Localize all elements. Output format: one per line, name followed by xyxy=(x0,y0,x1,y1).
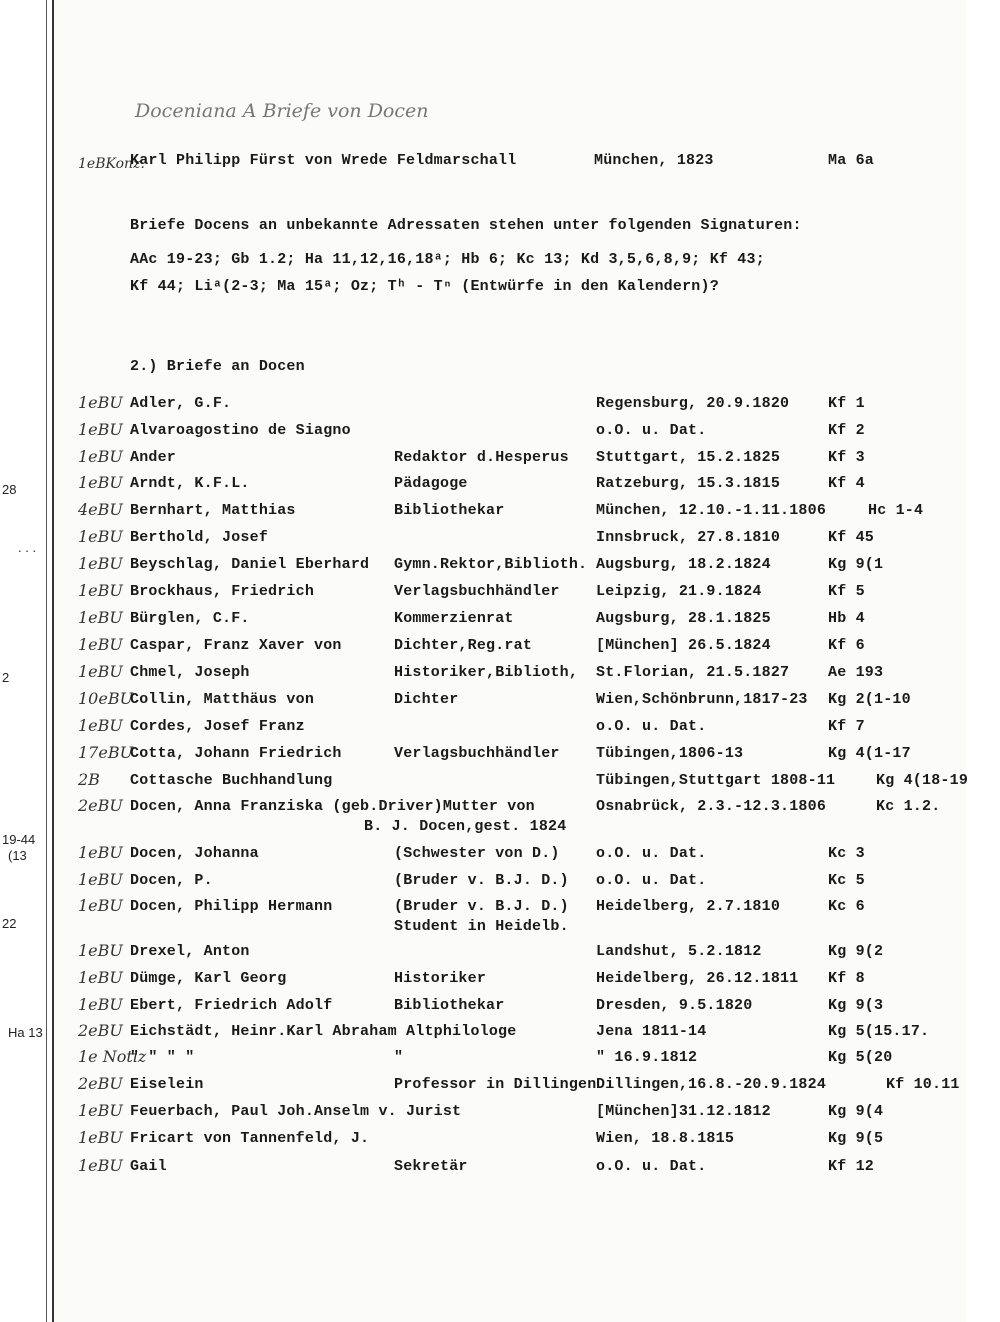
entry-mark: 1eBKonz. xyxy=(78,156,145,172)
entry-name: Eichstädt, Heinr.Karl Abraham Altphilologe xyxy=(130,1023,517,1040)
entry-mark: 1eBU xyxy=(78,1128,123,1147)
entry-signature: Kg 2(1-10 xyxy=(828,691,911,708)
entry-row xyxy=(0,898,1000,938)
entry-place: Dresden, 9.5.1820 xyxy=(596,997,753,1014)
entry-mark: 1eBU xyxy=(78,608,123,627)
entry-name: Gail xyxy=(130,1158,167,1175)
entry-mark: 1e Notiz xyxy=(78,1047,147,1066)
entry-name: Chmel, Joseph xyxy=(130,664,250,681)
entry-signature: Hb 4 xyxy=(828,610,865,627)
entry-name: Ander xyxy=(130,449,177,466)
entry-role: Historiker,Biblioth, xyxy=(394,664,579,681)
entry-signature: Kc 3 xyxy=(828,845,865,862)
margin-note: 22 xyxy=(2,916,17,931)
entry-role: Historiker xyxy=(394,970,487,987)
entry-mark: 10eBU xyxy=(78,689,134,708)
entry-name: Docen, Philipp Hermann xyxy=(130,898,333,915)
entry-role: Bibliothekar xyxy=(394,502,505,519)
top-entry-signature: Ma 6a xyxy=(828,152,875,169)
entry-name: Arndt, K.F.L. xyxy=(130,475,250,492)
entry-place: München, 12.10.-1.11.1806 xyxy=(596,502,827,519)
entry-place: o.O. u. Dat. xyxy=(596,845,707,862)
margin-note: (13 xyxy=(8,848,27,863)
entry-role: (Schwester von D.) xyxy=(394,845,560,862)
entry-place: Landshut, 5.2.1812 xyxy=(596,943,762,960)
entry-place: Leipzig, 21.9.1824 xyxy=(596,583,762,600)
signature-line-2: Kf 44; Liᵃ(2-3; Ma 15ᵃ; Oz; Tʰ - Tⁿ (Entwürfe in den Kalendern)? xyxy=(130,278,719,295)
entry-signature: Kf 5 xyxy=(828,583,865,600)
entry-place: Augsburg, 28.1.1825 xyxy=(596,610,771,627)
entry-signature: Kf 7 xyxy=(828,718,865,735)
entry-name: Berthold, Josef xyxy=(130,529,269,546)
entry-place: Tübingen,1806-13 xyxy=(596,745,744,762)
entry-place: o.O. u. Dat. xyxy=(596,718,707,735)
entry-signature: Kf 3 xyxy=(828,449,865,466)
top-entry-place: München, 1823 xyxy=(594,152,714,169)
entry-signature: Kg 9(1 xyxy=(828,556,884,573)
entry-mark: 2B xyxy=(78,770,100,789)
entry-mark: 1eBU xyxy=(78,635,123,654)
entry-name: Fricart von Tannenfeld, J. xyxy=(130,1130,370,1147)
entry-signature: Ae 193 xyxy=(828,664,884,681)
margin-note: 2 xyxy=(2,670,10,685)
entry-signature: Kf 45 xyxy=(828,529,875,546)
entry-signature: Kc 1.2. xyxy=(876,798,941,815)
intro-line: Briefe Docens an unbekannte Adressaten stehen unter folgenden Signaturen: xyxy=(130,217,802,234)
entry-role: Dichter xyxy=(394,691,459,708)
entry-mark: 1eBU xyxy=(78,393,123,412)
entry-name: Docen, Johanna xyxy=(130,845,259,862)
entry-place: Innsbruck, 27.8.1810 xyxy=(596,529,781,546)
entry-place: Ratzeburg, 15.3.1815 xyxy=(596,475,781,492)
entry-name: Adler, G.F. xyxy=(130,395,232,412)
signature-line-1: AAc 19-23; Gb 1.2; Ha 11,12,16,18ᵃ; Hb 6; Kc 13; Kd 3,5,6,8,9; Kf 43; xyxy=(130,251,765,268)
entry-role: Professor in Dillingen xyxy=(394,1076,597,1093)
entry-name: Drexel, Anton xyxy=(130,943,250,960)
entry-role: Kommerzienrat xyxy=(394,610,514,627)
entry-mark: 1eBU xyxy=(78,995,123,1014)
entry-role: (Bruder v. B.J. D.) xyxy=(394,872,569,889)
entry-signature: Kf 8 xyxy=(828,970,865,987)
entry-signature: Kg 4(1-17 xyxy=(828,745,911,762)
entry-place: [München]31.12.1812 xyxy=(596,1103,771,1120)
entry-mark: 2eBU xyxy=(78,1074,123,1093)
entry-mark: 1eBU xyxy=(78,870,123,889)
entry-name: Docen, P. xyxy=(130,872,213,889)
entry-role: Sekretär xyxy=(394,1158,468,1175)
entry-place: Tübingen,Stuttgart 1808-11 xyxy=(596,772,836,789)
entry-place: Wien, 18.8.1815 xyxy=(596,1130,735,1147)
entry-place: " 16.9.1812 xyxy=(596,1049,698,1066)
entry-role: Dichter,Reg.rat xyxy=(394,637,533,654)
entry-mark: 1eBU xyxy=(78,968,123,987)
entry-row xyxy=(0,798,1000,838)
entry-signature: Kg 9(3 xyxy=(828,997,884,1014)
entry-place: o.O. u. Dat. xyxy=(596,872,707,889)
entry-place: [München] 26.5.1824 xyxy=(596,637,771,654)
entry-role: Verlagsbuchhändler xyxy=(394,583,560,600)
entry-mark: 1eBU xyxy=(78,896,123,915)
margin-note: 28 xyxy=(2,482,17,497)
entry-mark: 1eBU xyxy=(78,473,123,492)
entry-name: Caspar, Franz Xaver von xyxy=(130,637,342,654)
entry-signature: Kc 6 xyxy=(828,898,865,915)
entry-role: " xyxy=(394,1049,404,1066)
entry-name: Ebert, Friedrich Adolf xyxy=(130,997,333,1014)
top-entry-name: Karl Philipp Fürst von Wrede Feldmarschall xyxy=(130,152,517,169)
entry-mark: 1eBU xyxy=(78,1156,123,1175)
entry-mark: 1eBU xyxy=(78,581,123,600)
section-heading: 2.) Briefe an Docen xyxy=(130,358,305,375)
entry-signature: Kf 2 xyxy=(828,422,865,439)
entry-mark: 1eBU xyxy=(78,1101,123,1120)
entry-mark: 1eBU xyxy=(78,941,123,960)
entry-name: Cordes, Josef Franz xyxy=(130,718,305,735)
entry-mark: 17eBU xyxy=(78,743,134,762)
entry-name-continued: B. J. Docen,gest. 1824 xyxy=(364,818,567,835)
entry-name: Feuerbach, Paul Joh.Anselm v. Jurist xyxy=(130,1103,462,1120)
entry-name: Brockhaus, Friedrich xyxy=(130,583,315,600)
entry-place: Heidelberg, 26.12.1811 xyxy=(596,970,799,987)
entry-mark: 1eBU xyxy=(78,527,123,546)
entry-place: Regensburg, 20.9.1820 xyxy=(596,395,790,412)
entry-place: Dillingen,16.8.-20.9.1824 xyxy=(596,1076,827,1093)
entry-place: o.O. u. Dat. xyxy=(596,1158,707,1175)
entry-signature: Kc 5 xyxy=(828,872,865,889)
margin-note: 19-44 xyxy=(2,832,36,847)
margin-note: . . . xyxy=(18,540,37,555)
entry-mark: 1eBU xyxy=(78,420,123,439)
entry-role-continued: Student in Heidelb. xyxy=(394,918,569,935)
handwritten-header: Doceniana A Briefe von Docen xyxy=(135,100,429,122)
entry-role: Redaktor d.Hesperus xyxy=(394,449,569,466)
entry-signature: Kf 12 xyxy=(828,1158,875,1175)
entry-name: Dümge, Karl Georg xyxy=(130,970,287,987)
entry-signature: Kf 6 xyxy=(828,637,865,654)
entry-role: Gymn.Rektor,Biblioth. xyxy=(394,556,588,573)
entry-place: St.Florian, 21.5.1827 xyxy=(596,664,790,681)
entry-name: Eiselein xyxy=(130,1076,204,1093)
entry-place: Heidelberg, 2.7.1810 xyxy=(596,898,781,915)
entry-mark: 1eBU xyxy=(78,716,123,735)
entry-signature: Kg 9(5 xyxy=(828,1130,884,1147)
entry-role: Pädagoge xyxy=(394,475,468,492)
entry-mark: 1eBU xyxy=(78,662,123,681)
entry-mark: 2eBU xyxy=(78,796,123,815)
entry-signature: Kg 9(4 xyxy=(828,1103,884,1120)
entry-name: Bürglen, C.F. xyxy=(130,610,250,627)
entry-name: " " " " xyxy=(130,1049,195,1066)
entry-place: Wien,Schönbrunn,1817-23 xyxy=(596,691,808,708)
entry-role: Bibliothekar xyxy=(394,997,505,1014)
entry-place: Osnabrück, 2.3.-12.3.1806 xyxy=(596,798,827,815)
entry-name: Cottasche Buchhandlung xyxy=(130,772,333,789)
entry-place: Stuttgart, 15.2.1825 xyxy=(596,449,781,466)
entry-signature: Kg 5(20 xyxy=(828,1049,893,1066)
entry-name: Bernhart, Matthias xyxy=(130,502,296,519)
entry-mark: 2eBU xyxy=(78,1021,123,1040)
entry-place: Augsburg, 18.2.1824 xyxy=(596,556,771,573)
entry-signature: Kg 9(2 xyxy=(828,943,884,960)
entry-name: Alvaroagostino de Siagno xyxy=(130,422,351,439)
entry-name: Beyschlag, Daniel Eberhard xyxy=(130,556,370,573)
entry-place: o.O. u. Dat. xyxy=(596,422,707,439)
entry-signature: Kf 1 xyxy=(828,395,865,412)
entry-signature: Kg 5(15.17. xyxy=(828,1023,930,1040)
entry-mark: 1eBU xyxy=(78,447,123,466)
entry-name: Cotta, Johann Friedrich xyxy=(130,745,342,762)
entry-mark: 4eBU xyxy=(78,500,123,519)
margin-note: Ha 13 xyxy=(8,1025,43,1040)
entry-name: Docen, Anna Franziska (geb.Driver)Mutter von xyxy=(130,798,535,815)
entry-signature: Hc 1-4 xyxy=(868,502,924,519)
entry-signature: Kf 10.11 xyxy=(886,1076,960,1093)
entry-name: Collin, Matthäus von xyxy=(130,691,315,708)
entry-role: Verlagsbuchhändler xyxy=(394,745,560,762)
entry-mark: 1eBU xyxy=(78,843,123,862)
entry-signature: Kf 4 xyxy=(828,475,865,492)
entry-role: (Bruder v. B.J. D.) xyxy=(394,898,569,915)
entry-mark: 1eBU xyxy=(78,554,123,573)
entry-signature: Kg 4(18-19 xyxy=(876,772,969,789)
entry-place: Jena 1811-14 xyxy=(596,1023,707,1040)
entry-row xyxy=(0,1158,1000,1198)
